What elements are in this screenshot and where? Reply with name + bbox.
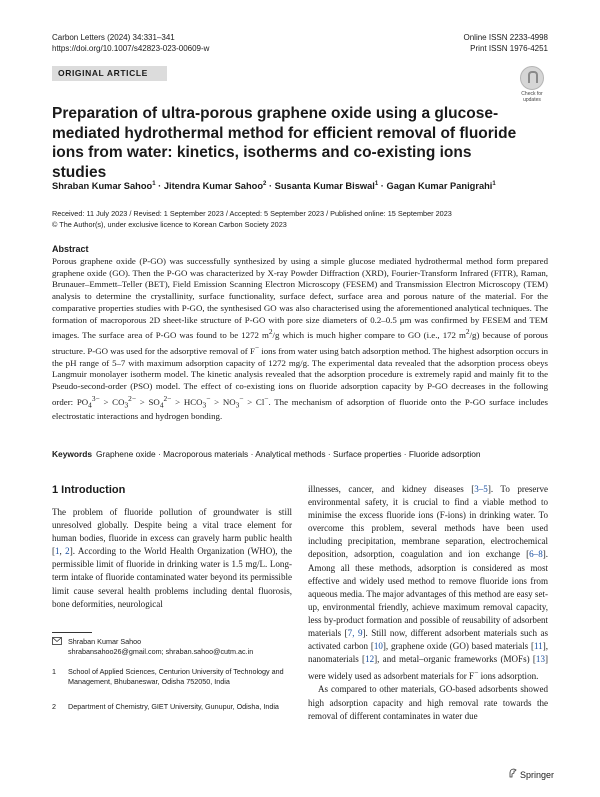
text-run: , [59,546,66,557]
intro-paragraph [52,506,292,611]
affiliation-mark: 1 [52,667,56,676]
springer-horse-icon [508,768,517,780]
ion-subscript: 4 [88,400,92,410]
author-affiliation-mark: 2 [263,181,267,187]
ion-subscript: 3 [202,400,207,410]
text-run: ]. To preserve environmental safety, it is crucial to find a viable method to minimise the excess fluoride ions (F-ions) in drinking water. To overcome this problem, several methods have been used including precipitation, membrane separation, electrochemical deposition, adsorption, coagulation and ion exchange [ [308,484,548,560]
corresponding-author-name: Shraban Kumar Sahoo [68,637,142,646]
author-name[interactable]: Jitendra Kumar Sahoo [163,181,264,192]
keywords [52,449,548,460]
author-separator: · [266,181,275,192]
print-issn: Print ISSN 1976-4251 [470,44,548,53]
abstract-part: . The mechanism of adsorption of fluoride onto the P-GO surface includes electrostatic interactions and hydrogen bonding. [52,396,548,422]
author-name[interactable]: Gagan Kumar Panigrahi [386,181,493,192]
abstract-heading: Abstract [52,244,89,254]
ion-charge: − [206,393,211,403]
affiliation-2 [52,702,292,712]
doi-link[interactable]: https://doi.org/10.1007/s42823-023-00609-w [52,44,210,53]
citation-link[interactable]: 11 [533,641,543,652]
abstract-text [52,256,548,423]
ion-subscript: 4 [159,400,164,410]
affiliation-1 [52,667,292,686]
ion-order: > CO [99,396,125,407]
footnote-divider [52,632,92,633]
citation-link[interactable]: 3–5 [474,484,488,494]
section-heading-introduction: 1 Introduction [52,484,126,496]
keywords-label: Keywords [52,449,93,459]
intro-left-column [52,506,292,611]
affiliation-mark: 2 [52,702,56,711]
ion-charge: − [264,393,269,403]
abstract-sup: − [254,342,260,352]
intro-paragraph: As compared to other materials, GO-based adsorbents showed high adsorption capacity and high removal rate towards the removal of different contaminates in water due [308,684,548,721]
corresponding-author-email[interactable]: shrabansahoo26@gmail.com; shraban.sahoo@cutm.ac.in [68,646,254,656]
ion-charge: 3− [91,393,100,403]
affiliation-text: Department of Chemistry, GIET University, Gunupur, Odisha, India [68,702,279,711]
author-name[interactable]: Shraban Kumar Sahoo [52,181,153,192]
ion-charge: 2− [163,393,172,403]
text-run: ], and metal–organic frameworks (MOFs) [ [374,654,536,665]
journal-header [52,32,209,54]
intro-paragraph [308,483,548,683]
ion-order: > Cl [243,396,265,407]
issn-header [464,32,549,54]
author-affiliation-mark: 1 [374,181,379,187]
abstract-part: /g) because of porous structure. P-GO was used for the adsorptive removal of F [52,330,548,356]
article-title: Preparation of ultra-porous graphene oxide using a glucose-mediated hydrothermal method for efficient removal of fluoride ions from water: kinetics, isotherms and co-existing ions studies [52,105,517,181]
text-run: ], graphene oxide (GO) based materials [ [382,641,534,652]
text-run: ]. Among all these methods, adsorption is considered as most effective and widely used method to remove fluoride ions from aqueous media. The major advantages of this method are easy set-up, environmental friendly, achieve maximum removal capacity, less by-product formation and possible of reusability of adsorbent materials [ [308,549,548,639]
journal-citation: Carbon Letters (2024) 34:331–341 [52,33,175,42]
publication-dates: Received: 11 July 2023 / Revised: 1 September 2023 / Accepted: 5 September 2023 / Published online: 15 September 2023 [52,209,452,218]
ion-charge: 2− [128,393,137,403]
online-issn: Online ISSN 2233-4998 [463,33,548,42]
publisher-logo [508,768,554,780]
ion-subscript: 3 [235,400,240,410]
keywords-list: Graphene oxide · Macroporous materials · Analytical methods · Surface properties · Fluoride adsorption [96,449,481,459]
abstract-part: Porous graphene oxide (P-GO) was successfully synthesized by using a simple glucose mediated hydrothermal method form prepared graphene oxide (GO). Then the P-GO was characterized by X-ray Powder Diffraction (XRD), Fourier-Transform Infrared (FITR), Raman, Brunauer–Emmett–Teller (BET), Field Emission Scanning Electron Microscopy (FESEM) and Transmission Electron Microscopy (TEM) analysis to determine the crystallinity, surface functionality, surface defect, surface area and porous nature of the material. For the comparative properties studies with P-GO, the synthesised GO was also characterised using the aforementioned analytical techniques. The formation of macroporous 2D sheet-like structure of P-GO with pore size diameters of 0.2–0.5 μm was confirmed by FESEM and TEM images. The surface area of P-GO was found to be 1272 m [52,256,548,341]
citation-link[interactable]: 10 [373,641,383,652]
text-run: The problem of fluoride pollution of groundwater is still unresolved globally. Despite being a vital trace element for human bodies, fluoride in excess can gravely harm public health [ [52,507,292,557]
check-updates-label: Check for updates [521,91,543,103]
text-run: ions adsorption. [478,671,539,682]
author-separator: · [378,181,387,192]
author-list [52,178,552,192]
text-sup: − [474,668,479,678]
text-run: ] were widely used as adsorbent materials for F [308,654,548,682]
envelope-icon [52,637,62,648]
text-run: ]. According to the World Health Organization (WHO), the permissible limit of fluoride in drinking water is 1.5 mg/L. Long-term intake of fluoride contaminated water beyond its permissible limit cause several health problems including dental fluorosis, bone deformities, neurological [52,546,292,609]
text-run: ]. Still now, different adsorbent materials such as activated carbon [ [308,628,548,652]
author-affiliation-mark: 1 [152,181,156,187]
abstract-sup: 2 [268,327,273,337]
citation-link[interactable]: 12 [365,654,375,665]
intro-right-column [308,483,548,723]
author-name[interactable]: Susanta Kumar Biswal [274,181,375,192]
ion-charge: − [239,393,244,403]
article-history [52,208,552,230]
check-for-updates-button[interactable] [515,66,549,103]
check-updates-icon [520,66,544,90]
ion-order: > NO [210,396,236,407]
citation-link[interactable]: 6–8 [529,549,543,560]
text-run: ], nanomaterials [ [308,641,548,665]
ion-subscript: 3 [124,400,129,410]
publisher-name: Springer [520,770,555,780]
citation-link[interactable]: 7, 9 [347,628,363,639]
affiliation-text: School of Applied Sciences, Centurion University of Technology and Management, Bhubaneswar, Odisha 752050, India [68,667,284,686]
author-separator: · [155,181,164,192]
author-affiliation-mark: 1 [492,181,496,187]
text-run: illnesses, cancer, and kidney diseases [ [308,484,475,494]
copyright-notice: © The Author(s), under exclusive licence to Korean Carbon Society 2023 [52,220,287,229]
citation-link[interactable]: 13 [535,654,545,665]
ion-order: > SO [136,396,160,407]
abstract-part: /g which is much higher compare to GO (i.e., 172 m [272,330,466,341]
abstract-sup: 2 [465,327,470,337]
citation-link[interactable]: 1 [55,546,60,557]
corresponding-author [52,637,292,656]
ion-order: > HCO [171,396,203,407]
article-type-badge: ORIGINAL ARTICLE [52,66,167,81]
citation-link[interactable]: 2 [65,546,70,557]
abstract-part: ions from water using batch adsorption method. The highest adsorption occurs in the pH range of 5–7 with maximum adsorption capacity of 1272 mg/g. The experimental data revealed that the adsorption process obeys Langmuir monolayer isotherm model. The kinetic analysis revealed that the adsorption procedure is extremely rapid and mainly fit to the Pseudo-second-order (PSO) model. The effect of co-existing ions on fluoride adsorption capacity by P-GO decreases in the following order: PO [52,345,548,407]
